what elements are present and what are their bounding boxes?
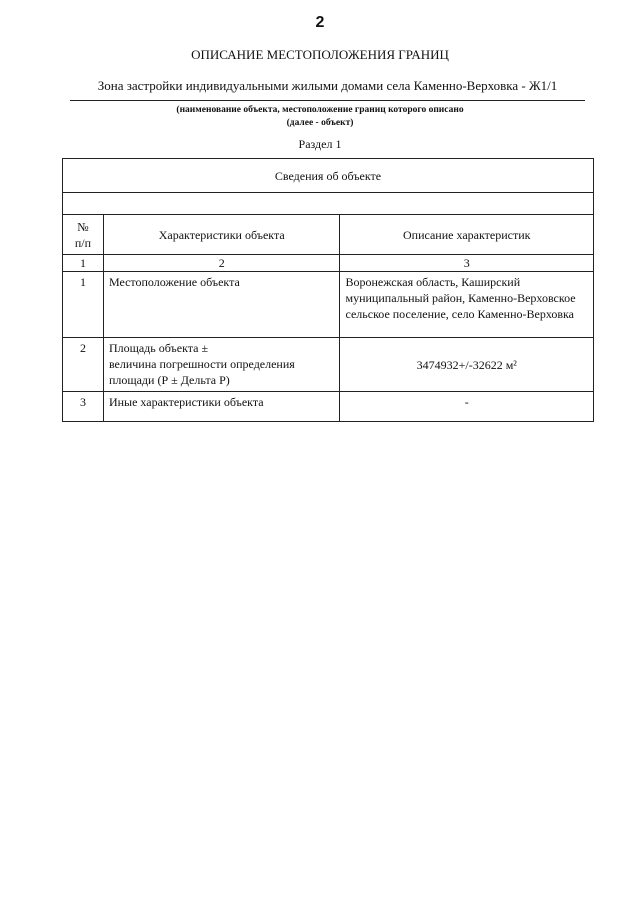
table-column-headers (63, 215, 594, 255)
object-name: Зона застройки индивидуальными жилыми домами села Каменно-Верховка - Ж1/1 (97, 78, 558, 93)
row-characteristic: Площадь объекта ± величина погрешности определения площади (Р ± Дельта Р) (103, 338, 340, 392)
row-characteristic: Иные характеристики объекта (103, 392, 340, 422)
column-header-characteristic: Характеристики объекта (103, 215, 340, 255)
section-title: Раздел 1 (298, 137, 342, 151)
object-info-table (62, 158, 594, 422)
row-description: - (340, 392, 594, 422)
row-description: 3474932+/-32622 м² (340, 338, 594, 392)
document-title: ОПИСАНИЕ МЕСТОПОЛОЖЕНИЯ ГРАНИЦ (191, 47, 449, 62)
column-numbers-row (63, 255, 594, 272)
table-row (63, 392, 594, 422)
column-header-number: № п/п (63, 215, 104, 255)
table-row (63, 338, 594, 392)
row-number: 1 (63, 272, 104, 338)
object-caption-line1: (наименование объекта, местоположение границ которого описано (176, 105, 464, 115)
table-header-row (63, 159, 594, 193)
column-number-2: 2 (103, 255, 340, 272)
table-row (63, 272, 594, 338)
column-number-1: 1 (63, 255, 104, 272)
object-name-underline (70, 100, 585, 101)
object-caption-line2: (далее - объект) (286, 118, 354, 128)
table-spacer-row (63, 193, 594, 215)
table-spacer-cell (63, 193, 594, 215)
row-number: 2 (63, 338, 104, 392)
row-characteristic: Местоположение объекта (103, 272, 340, 338)
row-description: Воронежская область, Каширский муниципальный район, Каменно-Верховское сельское поселение, село Каменно-Верховка (340, 272, 594, 338)
page-number: 2 (315, 14, 325, 31)
row-number: 3 (63, 392, 104, 422)
table-header: Сведения об объекте (63, 159, 594, 193)
column-number-3: 3 (340, 255, 594, 272)
column-header-description: Описание характеристик (340, 215, 594, 255)
